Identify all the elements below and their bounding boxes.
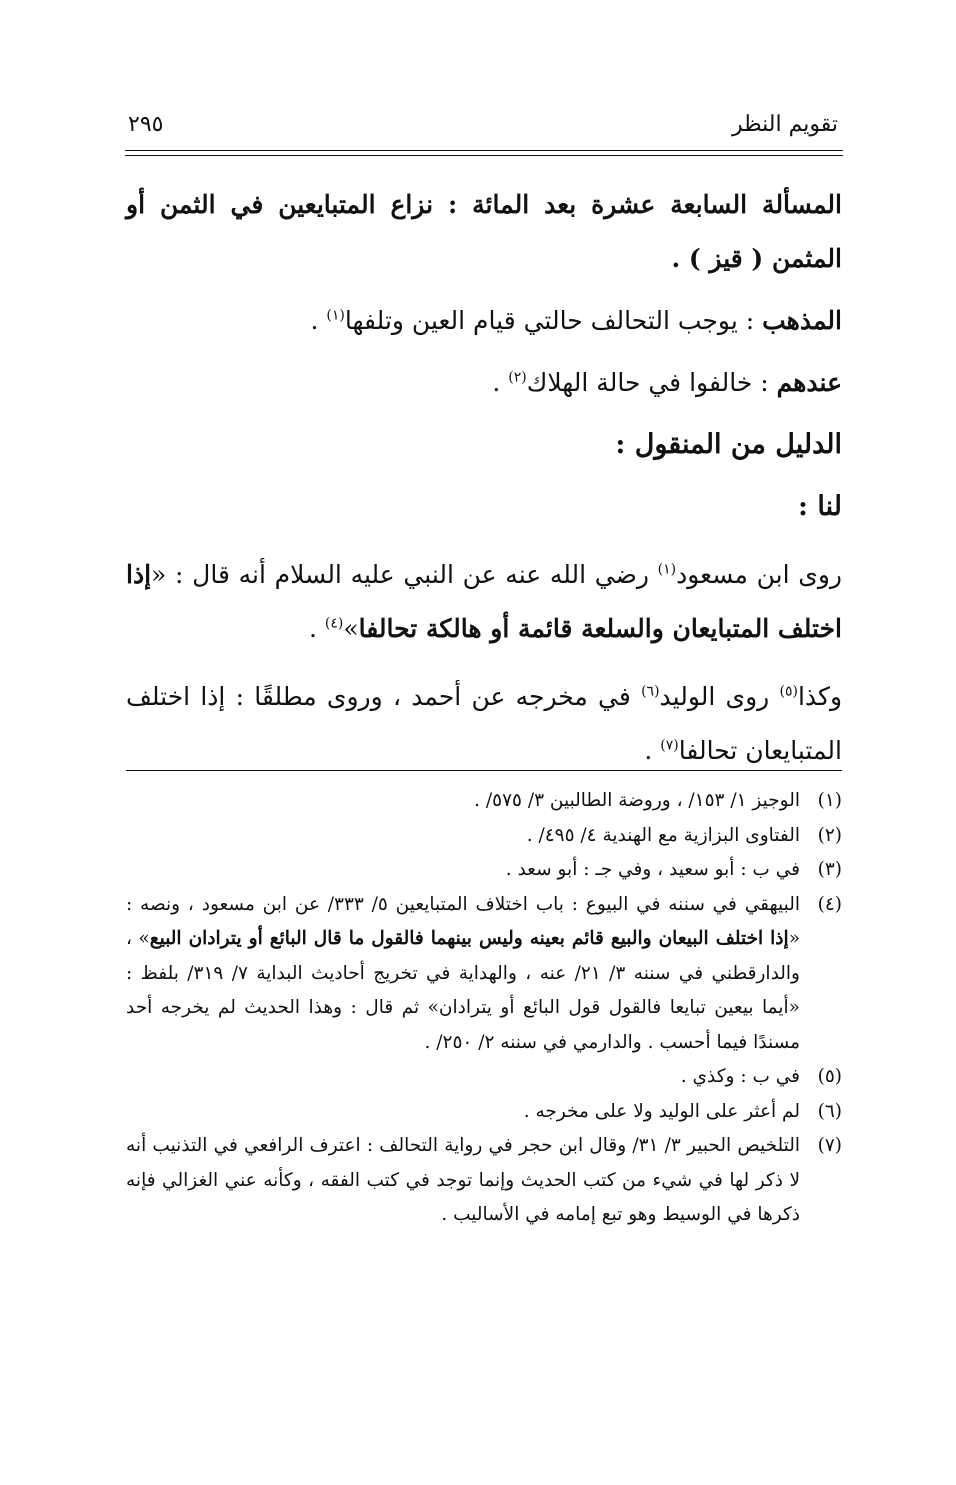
indahum-text: : خالفوا في حالة الهلاك: [526, 368, 777, 397]
footnote-text: الفتاوى البزازية مع الهندية ٤/ ٤٩٥/ .: [526, 824, 800, 846]
indahum-end: .: [492, 368, 509, 397]
evidence-heading: الدليل من المنقول :: [615, 429, 842, 460]
footnote-number: (٣): [817, 859, 842, 880]
madhhab-end: .: [310, 306, 327, 335]
footnote-text: لم أعثر على الوليد ولا على مخرجه .: [523, 1100, 800, 1122]
wakadha-a: وكذا: [797, 682, 843, 711]
footnote-6: [126, 1095, 842, 1130]
footnote-ref: (٧): [660, 737, 679, 754]
footnote-3: [126, 853, 842, 888]
footnote-text-b: » ، والدارقطني في سننه ٣/ ٢١/ عنه ، والهداية في تخريج أحاديث البداية ٧/ ٣١٩/ بلفظ : «أيما بيعين تبايعا فالقول قول البائع أو يترادان» ثم قال : وهذا الحديث لم يخرجه أحد مسندًا فيما أحسب . والدارمي في سننه ٢/ ٢٥٠/ .: [126, 928, 800, 1053]
footnote-number: (٧): [817, 1135, 842, 1156]
hadith-text: إذا اختلف المتبايعان والسلعة قائمة أو هالكة تحالفا: [126, 560, 842, 643]
footnote-4: [126, 888, 842, 1061]
hadith-paragraph: [126, 548, 842, 656]
header-rule-top: [125, 150, 843, 151]
footnote-5: [126, 1060, 842, 1095]
footnote-7: [126, 1129, 842, 1233]
page-number: ٢٩٥: [128, 112, 164, 137]
madhhab-paragraph: [126, 294, 842, 348]
footnote-number: (٥): [817, 1066, 842, 1087]
footnote-ref: (٥): [779, 683, 798, 700]
footnote-1: [126, 784, 842, 819]
footnote-ref: (٤): [324, 615, 344, 632]
footnote-ref: (٦): [641, 683, 660, 700]
footnote-text-a: البيهقي في سننه في البيوع : باب اختلاف المتبايعين ٥/ ٣٣٣/ عن ابن مسعود ، ونصه : «: [126, 893, 801, 949]
book-title: تقويم النظر: [731, 112, 838, 137]
footnote-separator: [126, 770, 842, 771]
hadith-intro: روى ابن مسعود: [676, 560, 842, 589]
issue-title: المسألة السابعة عشرة بعد المائة : نزاع المتبايعين في الثمن أو المثمن ( قيز ) .: [126, 190, 842, 273]
hadith-mid: رضي الله عنه عن النبي عليه السلام أنه قال : «: [151, 560, 658, 589]
footnote-ref: (١): [326, 307, 345, 324]
footnote-number: (٦): [817, 1100, 842, 1122]
footnote-text: الوجيز ١/ ١٥٣/ ، وروضة الطالبين ٣/ ٥٧٥/ .: [474, 790, 800, 811]
indahum-paragraph: [126, 356, 842, 410]
hadith-close: »: [343, 614, 359, 643]
footnote-number: (١): [817, 790, 842, 811]
footnote-text: التلخيص الحبير ٣/ ٣١/ وقال ابن حجر في رواية التحالف : اعترف الرافعي في التذنيب أنه لا ذكر لها في شيء من كتب الحديث وإنما توجد في كتب الفقه ، وكأنه عني الغزالي فإنه ذكرها في الوسيط وهو تبع إمامه في الأساليب .: [126, 1135, 800, 1225]
wakadha-paragraph: [126, 670, 842, 778]
footnote-number: (٢): [817, 824, 842, 846]
wakadha-end: .: [644, 736, 661, 765]
wakadha-b: روى الوليد: [659, 682, 780, 711]
footnote-text: في ب : وكذي .: [680, 1066, 800, 1087]
wakadha-c: في مخرجه عن أحمد ، وروى مطلقًا : إذا اختلف المتبايعان تحالفا: [126, 682, 842, 765]
running-header: [128, 108, 838, 144]
madhhab-label: المذهب: [762, 306, 842, 335]
footnote-ref: (٢): [508, 369, 527, 386]
footnotes: [126, 784, 842, 1233]
hadith-end: .: [308, 614, 325, 643]
footnote-text: في ب : أبو سعيد ، وفي جـ : أبو سعد .: [505, 859, 800, 880]
footnote-ref: (١): [657, 561, 677, 578]
footnote-number: (٤): [817, 893, 842, 915]
footnote-text: [126, 894, 800, 1053]
madhhab-text: : يوجب التحالف حالتي قيام العين وتلفها: [344, 306, 763, 335]
lana-heading: لنا :: [798, 491, 842, 522]
main-text: [126, 178, 842, 778]
header-rule-bottom: [125, 155, 843, 156]
footnote-quote-bold: إذا اختلف البيعان والبيع قائم بعينه وليس بينهما فالقول ما قال البائع أو يترادان البيع: [149, 928, 789, 949]
indahum-label: عندهم: [776, 368, 842, 397]
footnote-2: [126, 819, 842, 854]
